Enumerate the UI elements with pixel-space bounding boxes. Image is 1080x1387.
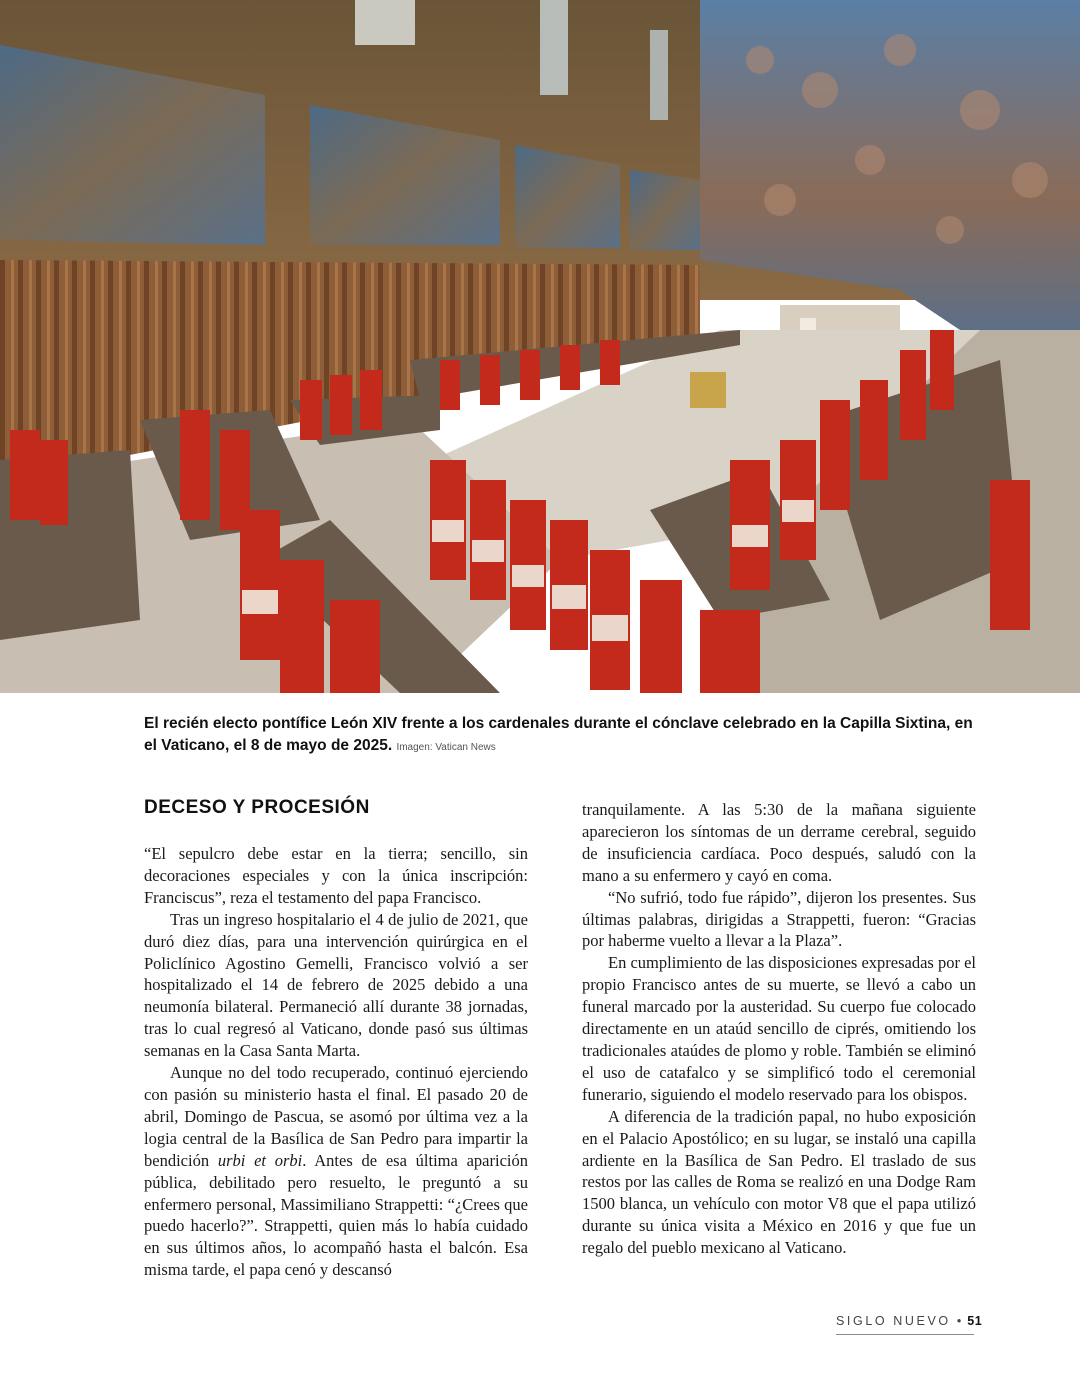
caption-credit: Imagen: Vatican News <box>396 742 496 753</box>
paragraph: “El sepulcro debe estar en la tierra; sencillo, sin decoraciones especiales y con la única inscripción: Franciscus”, reza el testamento del papa Francisco. <box>144 844 528 907</box>
conclave-illustration <box>0 0 1080 693</box>
page-number: 51 <box>967 1314 983 1328</box>
paragraph-text: . Antes de esa última aparición pública, debilitado pero resuelto, le preguntó a su enfermero personal, Massimiliano Strappetti: “¿Crees que puedo hacerlo?”. Strappetti, quien más lo había cuidado en sus últimos años, lo acompañó hasta el balcón. Esa misma tarde, el papa cenó y descansó <box>144 1150 528 1280</box>
paragraph: Tras un ingreso hospitalario el 4 de julio de 2021, que duró diez días, para una intervención quirúrgica en el Policlínico Agostino Gemelli, Francisco volvió a ser hospitalizado el 14 de febrero de 2025 debido a una neumonía bilateral. Permaneció allí durante 38 jornadas, tras lo cual regresó al Vaticano, donde pasó sus últimas semanas en la Casa Santa Marta. <box>144 909 528 1061</box>
paragraph: “No sufrió, todo fue rápido”, dijeron los presentes. Sus últimas palabras, dirigidas a Strappetti, fueron: “Gracias por haberme vuelto a llevar a la Plaza”. <box>582 887 976 951</box>
page-footer <box>836 1314 983 1335</box>
paragraph <box>144 1062 528 1281</box>
paragraph: tranquilamente. A las 5:30 de la mañana siguiente aparecieron los síntomas de un derrame cerebral, seguido de insuficiencia cardíaca. Poco después, saludó con la mano a su enfermero y cayó en coma. <box>582 800 976 885</box>
section-heading: DECESO Y PROCESIÓN <box>144 797 370 818</box>
photo-caption <box>144 713 984 759</box>
conclave-photo <box>0 0 1080 693</box>
paragraph-text: Aunque no del todo recuperado, continuó ejerciendo con pasión su ministerio hasta el final. El pasado 20 de abril, Domingo de Pascua, se asomó por última vez a la logia central de la Basílica de San Pedro para impartir la bendición <box>144 1063 528 1170</box>
article-column-right <box>582 799 976 1259</box>
caption-text: El recién electo pontífice León XIV frente a los cardenales durante el cónclave celebrado en la Capilla Sixtina, en el Vaticano, el 8 de mayo de 2025. <box>144 715 973 754</box>
footer-separator: • <box>956 1314 962 1328</box>
italic-phrase: urbi et orbi <box>217 1150 303 1170</box>
publication-name: SIGLO NUEVO <box>836 1314 951 1328</box>
article-column-left <box>144 843 528 1281</box>
paragraph: En cumplimiento de las disposiciones expresadas por el propio Francisco antes de su muerte, se llevó a cabo un funeral marcado por la austeridad. Su cuerpo fue colocado directamente en un ataúd sencillo de ciprés, omitiendo los tradicionales ataúdes de plomo y roble. También se eliminó el uso de catafalco y se simplificó todo el ceremonial funerario, siguiendo el modelo reservado para los obispos. <box>582 953 976 1104</box>
paragraph: A diferencia de la tradición papal, no hubo exposición en el Palacio Apostólico; en su lugar, se instaló una capilla ardiente en la Basílica de San Pedro. El traslado de sus restos por las calles de Roma se realizó en una Dodge Ram 1500 blanca, un vehículo con motor V8 que el papa utilizó durante su única visita a México en 2016 y que fue un regalo del pueblo mexicano al Vaticano. <box>582 1106 976 1258</box>
